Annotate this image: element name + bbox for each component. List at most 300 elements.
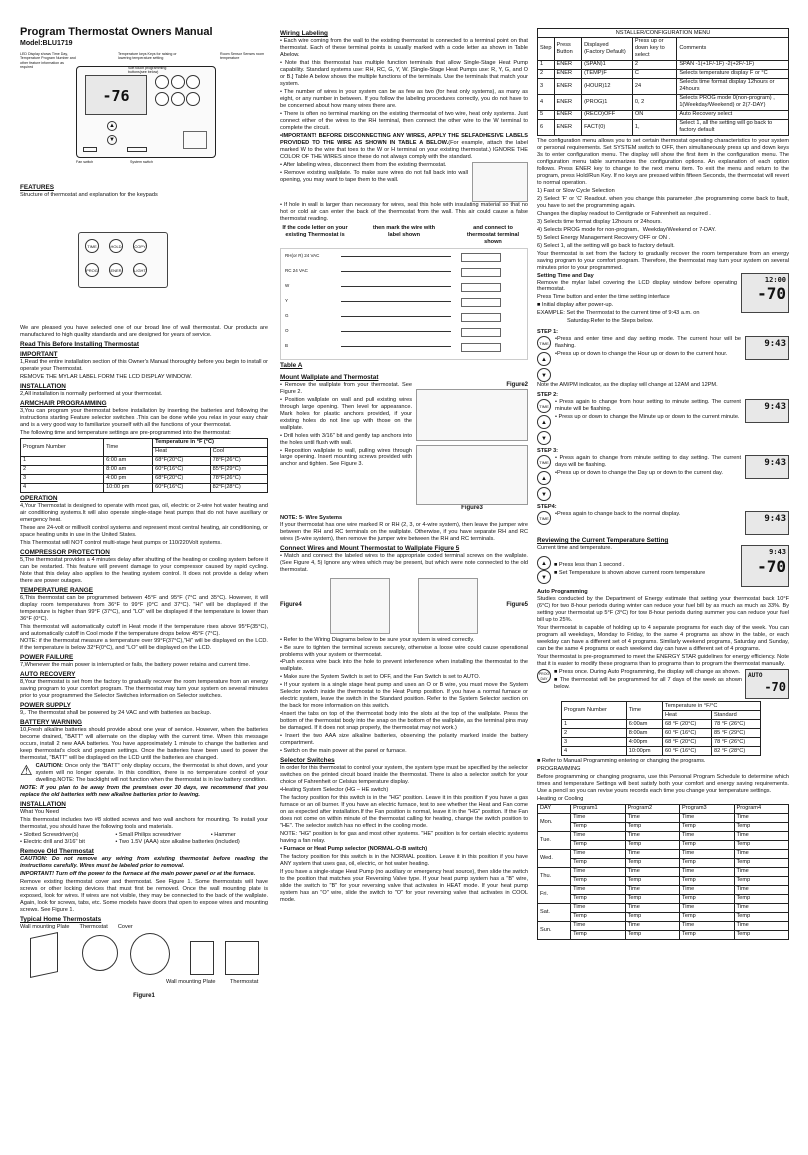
column-1 <box>20 52 268 1001</box>
table-cell: Time <box>734 867 788 876</box>
table-row <box>538 858 789 867</box>
table-row <box>538 822 789 831</box>
review-line: ■ Press less than 1 second . <box>554 562 625 569</box>
figure4-caption: Figure4 <box>280 601 302 608</box>
remove-important: INPORTANT! Turn off the power to the furnace at the main power panel or at the furnace. <box>20 871 256 878</box>
step-text <box>555 336 741 382</box>
table-cell: Temp <box>680 912 734 921</box>
mount-p1: • Remove the wallplate from your thermostat. See Figure 2. <box>280 381 412 395</box>
caution-label: CAUTION: <box>35 763 63 770</box>
table-cell: Temp <box>625 930 679 939</box>
table-cell: 6:00 am <box>104 456 153 465</box>
table-cell: C <box>632 69 676 78</box>
table-cell: Time <box>625 831 679 840</box>
table-cell: Temp <box>734 822 788 831</box>
lcd-time: 9:43 <box>764 514 786 525</box>
figure1-caption: Figure1 <box>133 993 155 999</box>
steps-container <box>537 329 789 535</box>
table-a-headers <box>280 225 528 246</box>
table-cell: Wed. <box>538 849 571 867</box>
important-text-2: REMOVE THE MYLAR LABEL FORM THE LCD DISPLAY WINDOW. <box>20 373 192 380</box>
list-item: • Small Philips screwdriver <box>115 832 210 839</box>
features-text: Structure of thermostat and explanation for the keypads <box>20 192 158 198</box>
table-cell: Time <box>734 921 788 930</box>
wire-code-label: G <box>285 312 289 318</box>
table-cell: 1, <box>632 119 676 135</box>
table-a-caption: Table A <box>280 361 303 369</box>
table-cell: Time <box>625 885 679 894</box>
step-row <box>537 511 789 535</box>
table-cell: Sat. <box>538 903 571 921</box>
keypad-button[interactable] <box>171 92 185 106</box>
schedule-table <box>537 804 789 940</box>
table-cell: 2 <box>538 69 555 78</box>
table-cell: ENER <box>554 78 582 94</box>
table-cell: Tue. <box>538 831 571 849</box>
wiring-p1: • Each wire coming from the wall to the existing thermostat is connected to a terminal point on that thermostat. Each of these terminal points is usually marked with a code letter as shown in Table Abelow. <box>280 38 528 58</box>
table-cell: 82 °F (28°C) <box>712 747 761 756</box>
list-item: • Two 1.5V (AAA) size alkaline batteries (included) <box>115 839 268 846</box>
note5-heading: NOTE: 5- Wire Systems <box>280 514 343 521</box>
wiring-heading: Wiring Labeling <box>280 30 328 37</box>
table-cell: 4 <box>538 94 555 110</box>
table-cell: 68 °F (20°C) <box>663 720 712 729</box>
installer-config-table <box>537 28 789 136</box>
step-note: Note the AM/PM indicator, as the display will change at 12AM and 12PM. <box>537 382 718 389</box>
step-line: •Press up or down to change the Hour up or down to the current hour. <box>555 351 728 358</box>
lcd-display <box>741 273 789 313</box>
table-header: Time <box>626 702 662 720</box>
table-cell: Time <box>734 903 788 912</box>
operation-text-2: These are 24-volt or millivolt control systems and represent most central heating, air conditioning, or space heating units in use in the United States. <box>20 524 268 538</box>
table-row <box>21 474 268 483</box>
note-away: NOTE: If you plan to be away from the premises over 30 days, we recommend that you replace the old batteries with new alkaline batteries prior to leaving. <box>20 785 268 799</box>
autorecovery-text: 8,Your thermostat is set from the factory to gradually recover the room temperature from an energy saving program to your comfort program. The thermostat may turn your system on several minutes prior to your programmed the Selector Switches information on Selector switches. <box>20 679 268 700</box>
keypad <box>155 75 211 109</box>
table-header: Program4 <box>734 804 788 813</box>
system-switch[interactable] <box>127 147 147 152</box>
compressor-heading: COMPRESSOR PROTECTION <box>20 548 110 556</box>
thermostat-body <box>76 66 216 158</box>
table-header: Standard <box>712 711 761 720</box>
programming-text: Before programming or changing programs, use this Personal Program Schedule to determine which times and temperature Settings will best satisfy both your comfort and energy saving requirements. Use a pencil so you can revise yours records each time you change your temperature settings. <box>537 774 789 794</box>
time-button[interactable]: TIME <box>537 399 551 413</box>
connect-heading: Connect Wires and Mount Thermostat to Wallplate Figure 5 <box>280 544 460 552</box>
table-cell: 10:00pm <box>626 747 662 756</box>
table-cell: 60 °F (16°C) <box>663 729 712 738</box>
label: Cover <box>117 924 133 931</box>
lcd-display <box>745 399 789 423</box>
down-button[interactable]: ▼ <box>537 487 551 501</box>
wire-code-label: W <box>285 282 290 288</box>
table-cell: 82°F(28°C) <box>210 483 267 492</box>
table-row <box>21 465 268 474</box>
table-cell: 4:00 pm <box>104 474 153 483</box>
refer-p: • Insert the two AAA size alkaline batteries, observing the polarity marked inside the battery compartment. <box>280 733 528 747</box>
table-row <box>538 840 789 849</box>
wall-plate-rect-drawing <box>190 941 214 975</box>
table-cell: Temp <box>625 840 679 849</box>
table-header: Program3 <box>680 804 734 813</box>
table-cell: Time <box>734 813 788 822</box>
step-line: •Press up or down to change the Day up or down to the current day. <box>555 470 723 477</box>
compressor-text: 5,The thermostat provides a 4 minutes delay after shutting of the heating or cooling system before it can be restarted. This feature will prevent damage to your compressor caused by rapid cycling. Note that this delay also applies to the heating system control. It does not provide a delay when there are power outages. <box>20 556 268 584</box>
table-header: DAY <box>538 804 571 813</box>
table-cell: Time <box>571 849 625 858</box>
figure5-illustration <box>418 578 478 634</box>
table-cell: Time <box>680 813 734 822</box>
lcd-display: -76 <box>85 75 147 115</box>
keypad-button[interactable] <box>186 75 200 89</box>
caution-paragraph <box>36 763 268 784</box>
up-button[interactable]: ▲ <box>537 415 551 429</box>
table-cell: Time <box>680 903 734 912</box>
table-cell: 3 <box>538 78 555 94</box>
table-cell: 68°F(20°C) <box>153 474 210 483</box>
list-item: • Hammer <box>211 832 268 839</box>
down-button[interactable]: ▼ <box>537 431 551 445</box>
auto-table <box>561 701 761 756</box>
step-line: • Press up or down to change the Minute up or down to the current minute. <box>555 414 740 421</box>
step-text <box>555 511 741 535</box>
figures-4-5 <box>280 575 528 637</box>
selector-p7: If you have a single-stage Heat Pump (no auxiliary or emergency heat source), then slide the switch to the position that matches your Reversing Valve type. If your heat pump system has a "B" wire, slide the switch to "B" for your reversing valve that activates in HEAT mode. If your heat pump system has an "O" wire, slide the switch to "O" for your reversing valve that activates in COOL mode. <box>280 869 528 903</box>
programming-heading: PROGRAMMING <box>537 766 581 773</box>
review-line: ■ Set Temperature is shown above current room temperature <box>554 570 706 577</box>
up-button[interactable]: ▲ <box>537 471 551 485</box>
time-button[interactable]: TIME <box>537 336 551 350</box>
wire-line <box>341 256 451 257</box>
terminal-icon <box>461 313 501 322</box>
table-row <box>538 60 789 69</box>
table-cell: Selects time format display 12hours or 24hours <box>677 78 789 94</box>
table-cell: Temp <box>625 912 679 921</box>
read-heading: Read This Before Installing Thermostat <box>20 340 139 348</box>
table-cell: 5 <box>538 110 555 119</box>
step-icons <box>537 336 551 382</box>
table-cell: Temp <box>571 912 625 921</box>
callout-system-switch: System switch <box>130 160 153 164</box>
wiring-p5b: (For example, attach the label marked W to the wire that toes to the W or H terminal on your existing thermostat.) IGNORE THE COLOR OF THE WIRES since these do not always comply with the standard. <box>280 139 528 160</box>
fan-switch[interactable] <box>83 147 97 152</box>
table-header: Press Button <box>554 37 582 60</box>
table-cell: 8:00am <box>626 729 662 738</box>
wiring-p5: •IMPORTANT! BEFORE DISCONNECTING ANY WIRES, APPLY THE SELFADHESIVE LABELS PROVIDED TO THE WIRE AS SHOWN IN TABLE A BELOW. <box>280 132 528 146</box>
table-cell: ENER <box>554 94 582 110</box>
intro-text: We are pleased you have selected one of our broad line of wall thermostat. Our products are manufactured to high quality standards and are designed for years of service. <box>20 324 268 338</box>
table-cell: 78°F(26°C) <box>210 456 267 465</box>
refer-p: • Be sure to tighten the terminal screws securely, otherwise a loose wire could cause operational problems with your system or thermostat. <box>280 644 528 658</box>
setting-line: Saturday.Refer to the Steps below. <box>567 318 654 325</box>
table-cell: 78°F(26°C) <box>210 474 267 483</box>
terminal-icon <box>461 253 501 262</box>
figure3-caption: Figure3 <box>461 505 483 512</box>
table-cell: Temp <box>734 894 788 903</box>
remove-caution: CAUTION: Do not remove any wiring from existing thermostat before reading the instructions carefully. Wires must be labeled prior to removal. <box>20 856 268 870</box>
prog-day-button[interactable]: PROG <box>85 263 99 277</box>
what-you-need-text: This thermostat includes two #8 slotted screws and two wall anchors for mounting. To install your thermostat, you should have the following tools and materials. <box>20 817 268 831</box>
table-cell: Selects temperature display F or °C <box>677 69 789 78</box>
table-cell: Time <box>571 831 625 840</box>
step-block <box>537 448 789 501</box>
table-cell: Time <box>625 867 679 876</box>
table-cell: Temp <box>571 858 625 867</box>
battery-text: 10,Fresh alkaline batteries should provide about one year of service. However, when the batteries become drained, "BATT" will alternate on the display with the current time. When this message occurs, install 2 new AAA batteries. You have approximately 1 minute to change the batteries and keep thermostat's clock and program settings. Once the batteries have been used to power the thermostat, "BATT" will be displayed on the LCD until the batteries are changed. <box>20 727 268 762</box>
prog-line: ■ The thermostat will be programmed for all 7 days of the week as shown below. <box>554 677 742 691</box>
table-cell: Time <box>734 885 788 894</box>
table-row <box>538 885 789 894</box>
typical-labels <box>20 924 268 931</box>
table-cell: Time <box>571 867 625 876</box>
mount-p4: • Reposition wallplate to wall, pulling wires through large opening. Insert mounting screws provided with anchor and tighten. See Figure 3. <box>280 447 412 468</box>
setting-heading: Setting Time and Day <box>537 272 594 279</box>
installation-text: 2,All installation is normally performed at your thermostat. <box>20 390 163 397</box>
terminal-icon <box>461 268 501 277</box>
callout-soft-touch: Soft touch programming buttons(see below) <box>128 66 167 75</box>
table-header: Step <box>538 37 555 60</box>
table-header: Displayed (Factory Default) <box>582 37 633 60</box>
table-row <box>538 813 789 822</box>
terminal-icon <box>461 343 501 352</box>
table-cell: Temp <box>625 822 679 831</box>
mount-heading: Mount Wallplate and Thermostat <box>280 373 379 381</box>
setting-line: EXAMPLE: Set the Thermostat to the current time of 9:43 a.m. on <box>537 310 700 317</box>
thermostat-illustration <box>20 52 268 170</box>
wiring-p6: • After labeling wires, disconnect them from the existing thermostat. <box>280 161 447 168</box>
light-button[interactable]: LIGHT <box>133 263 147 277</box>
wiring-p4: • There is often no terminal marking on the existing thermostat of two wire, heat only systems. Just connect either of the wires to the RH terminal, then connect the other wire to the W terminal to complete the circuit. <box>280 110 528 131</box>
step-line: •Press again to change back to the normal display. <box>555 511 681 518</box>
table-cell: (HOUR)12 <box>582 78 633 94</box>
table-row <box>538 119 789 135</box>
hold-button[interactable]: HOLD <box>109 239 123 253</box>
prog-day-button[interactable]: PROG DAY <box>537 669 551 683</box>
remove-heading: Remove Old Thermostat <box>20 848 94 856</box>
prog-line: ■ Press once. During Auto Programming, the display will change as shown. <box>554 669 741 676</box>
tools-list <box>20 832 268 846</box>
connect-text: • Match and connect the labeled wires to the appropriate coded terminal screws on the wallplate. (See Figure 4, 5) Ignore any wires which may be present, but which were note connected to the old thermostat. <box>280 552 528 573</box>
lcd-time: 12:00 <box>764 275 786 284</box>
refer-p: •Insert the tabs on top of the thermostat body into the slots at the top of the wallplate. Press the bottom of the thermostat body into the snap on the bottom of the wallplate, as the terminal pins may be damaged. If it does not snap properly, the thermostat may not work.) <box>280 711 528 732</box>
table-cell: Time <box>571 885 625 894</box>
table-row <box>538 894 789 903</box>
step-title: STEP 3: <box>537 448 559 455</box>
table-cell: 85 °F (29°C) <box>712 729 761 738</box>
mount-p3: • Drill holes with 3/16" bit and gently tap anchors into the holes until flush with wall. <box>280 432 412 446</box>
time-button[interactable]: TIME <box>85 239 99 253</box>
important-heading: IMPORTANT <box>20 350 58 358</box>
temprange-heading: TEMPERATURE RANGE <box>20 586 94 594</box>
table-header: Temperature in °F/°C <box>663 702 761 711</box>
table-cell: ENER <box>554 110 582 119</box>
refer-p: • Make sure the System Switch is set to OFF, and the Fan Switch is set to AUTO. <box>280 674 481 681</box>
autorecovery-heading: AUTO RECOVERY <box>20 671 76 679</box>
table-cell: FACT(0) <box>582 119 633 135</box>
wire-line <box>341 271 451 272</box>
table-cell: Auto Recovery select <box>677 110 789 119</box>
refer-p: • Switch on the main power at the panel or furnace. <box>280 748 407 755</box>
table-cell: Temp <box>625 858 679 867</box>
table-cell: Temp <box>680 858 734 867</box>
table-cell: Time <box>625 903 679 912</box>
step-block <box>537 504 789 535</box>
table-cell: Temp <box>625 894 679 903</box>
auto-p2: Your thermostat is capable of holding up to 4 separate programs for each day of the week. You can program all weekdays, Monday to Friday, to the same 4 programs as show in the table, or each weekday can have a different set of 4 programs. Similarly weekend programs, Saturday and Sunday, can be the same 4 programs or each weekend day can have a different set of 4 programs. <box>537 625 789 653</box>
battery-heading: BATTERY WARNING <box>20 719 83 727</box>
step-title: STEP 2: <box>537 392 559 399</box>
enter-button[interactable]: ENER <box>109 263 123 277</box>
table-row <box>538 94 789 110</box>
config-item: 2) Select 'F' or 'C' Readout. when you change this parameter ,the programming come back to fault, you have to set the programming again. <box>537 195 789 209</box>
up-button[interactable]: ▲ <box>537 556 551 570</box>
config-item: 3) Selects time format display 12hours or 24hours. <box>537 218 662 225</box>
wiring-p2: • Note that this thermostat has multiple function terminals that allow Single-Stage Heat Pump capability. Standard systems use: RH, RC, G, Y, W. [Single-Stage Heat Pumps use: R, Y, G, and O or B.] Table A below shows the multiple functions of the terminals. Use the terminals that match your system. <box>280 59 528 87</box>
table-header: Heat <box>663 711 712 720</box>
table-row <box>538 930 789 939</box>
table-row <box>538 78 789 94</box>
lcd-display <box>745 455 789 479</box>
table-cell: Temp <box>680 930 734 939</box>
wall-plate-drawing <box>30 932 58 978</box>
selector-p4: NOTE: "HG" position is for gas and most other systems. "HE" position is for certain electric systems having a fan relay. <box>280 831 528 845</box>
up-arrow-icon[interactable]: ▲ <box>107 121 117 131</box>
table-title: NSTALLER/CONFIGURATION MENU <box>538 29 789 38</box>
terminal-icon <box>461 298 501 307</box>
table-cell: (PROG)1 <box>582 94 633 110</box>
list-item: • Electric drill and 3/16" bit <box>20 839 115 846</box>
table-cell: Temp <box>680 822 734 831</box>
figure3-illustration <box>416 445 528 505</box>
column-3 <box>537 28 789 940</box>
table-a-diagram <box>280 248 528 360</box>
lcd-time: 9:43 <box>769 548 786 557</box>
table-row <box>538 110 789 119</box>
step-title: STEP 1: <box>537 329 559 336</box>
setting-line: Remove the mylar label covering the LCD display window before operating thermostat. <box>537 279 737 293</box>
wire-line <box>341 301 451 302</box>
table-cell: 10:00 pm <box>104 483 153 492</box>
table-row <box>538 912 789 921</box>
down-arrow-icon[interactable]: ▼ <box>107 135 117 145</box>
table-cell: Time <box>625 849 679 858</box>
keypad-button[interactable] <box>171 75 185 89</box>
operation-heading: OPERATION <box>20 494 58 502</box>
table-cell: 60°F(16°C) <box>153 465 210 474</box>
lcd-temp: -70 <box>757 557 786 577</box>
list-item: • Slotted Screwdriver(s) <box>20 832 115 839</box>
installation2-heading: INSTALLATION <box>20 801 66 809</box>
keypad-panel <box>78 232 168 288</box>
table-cell: (TEMP)F <box>582 69 633 78</box>
down-button[interactable]: ▼ <box>537 368 551 382</box>
table-cell: Time <box>680 885 734 894</box>
wiring-p3: • The number of wires in your system can be as few as two (for heat only systems), as many as eight, or any number in between. If you follow the labeling procedures correctly, you do not have to be concerned about how many wires there are. <box>280 88 528 109</box>
keypad-button[interactable] <box>155 92 169 106</box>
table-header: Program Number <box>562 702 627 720</box>
table-cell: 8:00 am <box>104 465 153 474</box>
table-row <box>562 738 761 747</box>
step-icons <box>537 455 551 501</box>
heating-cooling: Heating or Cooling <box>537 795 584 802</box>
table-a-header: If the code letter on your existing Thermostat is <box>282 224 348 238</box>
table-cell: Temp <box>734 930 788 939</box>
callout-room-sensor: Room Sensor Senses room temperature <box>220 52 265 61</box>
down-button[interactable]: ▼ <box>537 570 551 584</box>
warning-icon: ⚠ <box>20 762 33 779</box>
table-cell: Temp <box>734 876 788 885</box>
table-header: Heat <box>153 447 210 456</box>
terminal-icon <box>461 283 501 292</box>
table-cell: Temp <box>734 912 788 921</box>
keypad-button[interactable] <box>186 92 200 106</box>
table-cell: 3 <box>562 738 627 747</box>
wire-line <box>341 316 451 317</box>
copy-button[interactable]: COPY <box>133 239 147 253</box>
table-row <box>538 903 789 912</box>
callout-temperature-keys: Temperature keys Keys for raising or lowering temperature setting <box>118 52 177 61</box>
table-header-row <box>538 37 789 60</box>
table-cell: Temp <box>680 840 734 849</box>
selector-p5: • Furnace or Heat Pump selector (NORMAL-O-B switch) <box>280 846 428 853</box>
lcd-auto: AUTO <box>748 672 763 680</box>
time-button[interactable]: TIME <box>537 455 551 469</box>
temprange-text-3: NOTE: if the thermostat measure a temperature over 99°F(37°C),"Hi" will be displayed on the LCD. if the temperature is below 32°F(0°C), and "LO" will be displayed on the LCD. <box>20 638 268 652</box>
table-header: Cool <box>210 447 267 456</box>
table-cell: ON <box>632 110 676 119</box>
figure2-caption: Figure2 <box>506 381 528 388</box>
time-button[interactable]: TIME <box>537 511 551 525</box>
table-cell: 24 <box>632 78 676 94</box>
figure1-illustration <box>20 931 268 993</box>
table-cell: Temp <box>734 840 788 849</box>
powersupply-heading: POWER SUPPLY <box>20 702 71 710</box>
step-line: • Press again to change from minute setting to day setting. The current days will be flashing. <box>555 455 741 469</box>
up-button[interactable]: ▲ <box>537 352 551 366</box>
review-heading: Reviewing the Current Temperature Setting <box>537 537 669 545</box>
table-cell: Time <box>625 813 679 822</box>
step-row <box>537 399 789 445</box>
room-sensor-icon <box>183 131 207 149</box>
what-you-need: What You Need <box>20 809 59 816</box>
table-cell: Thu. <box>538 867 571 885</box>
table-cell: Time <box>571 921 625 930</box>
config-item: Your thermostat is set from the factory to gradually recover the room temperature from an energy saving program to your comfort program. Therefore, the thermostat may turn your system on several minutes prior to your programmed. <box>537 250 789 271</box>
table-cell: SPAN -1(+1F/-1F) -2(+2F/-1F) <box>677 60 789 69</box>
table-cell: Time <box>680 867 734 876</box>
table-cell: Mon. <box>538 813 571 831</box>
table-cell: Temp <box>571 894 625 903</box>
table-cell: Time <box>571 903 625 912</box>
callout-lcd: LED Display shows Time Day, Temperature Program Number and other feature information as required <box>20 52 76 70</box>
refer-p: • Refer to the Wiring Diagrams below to be sure your system is wired correctly. <box>280 636 475 643</box>
powerfail-text: 7,Whenever the main power is interrupted or fails, the battery power retains and current time. <box>20 662 251 669</box>
keypad-button[interactable] <box>155 75 169 89</box>
table-cell: Time <box>625 921 679 930</box>
table-row <box>538 849 789 858</box>
label: Thermostat <box>79 924 108 931</box>
table-cell: 1 <box>538 60 555 69</box>
features-heading: FEATURES <box>20 184 54 191</box>
callout-fan-switch: Fan switch <box>76 160 94 164</box>
table-cell: 78 °F (26°C) <box>712 738 761 747</box>
powerfail-heading: POWER FAILURE <box>20 654 74 662</box>
config-item: 5) Select Energy Management Recovery OFF or ON . <box>537 234 671 241</box>
wire-code-label: B <box>285 342 289 348</box>
table-row <box>538 69 789 78</box>
table-row <box>538 831 789 840</box>
table-cell: Time <box>571 813 625 822</box>
page-title: Program Thermostat Owners Manual <box>20 26 213 38</box>
